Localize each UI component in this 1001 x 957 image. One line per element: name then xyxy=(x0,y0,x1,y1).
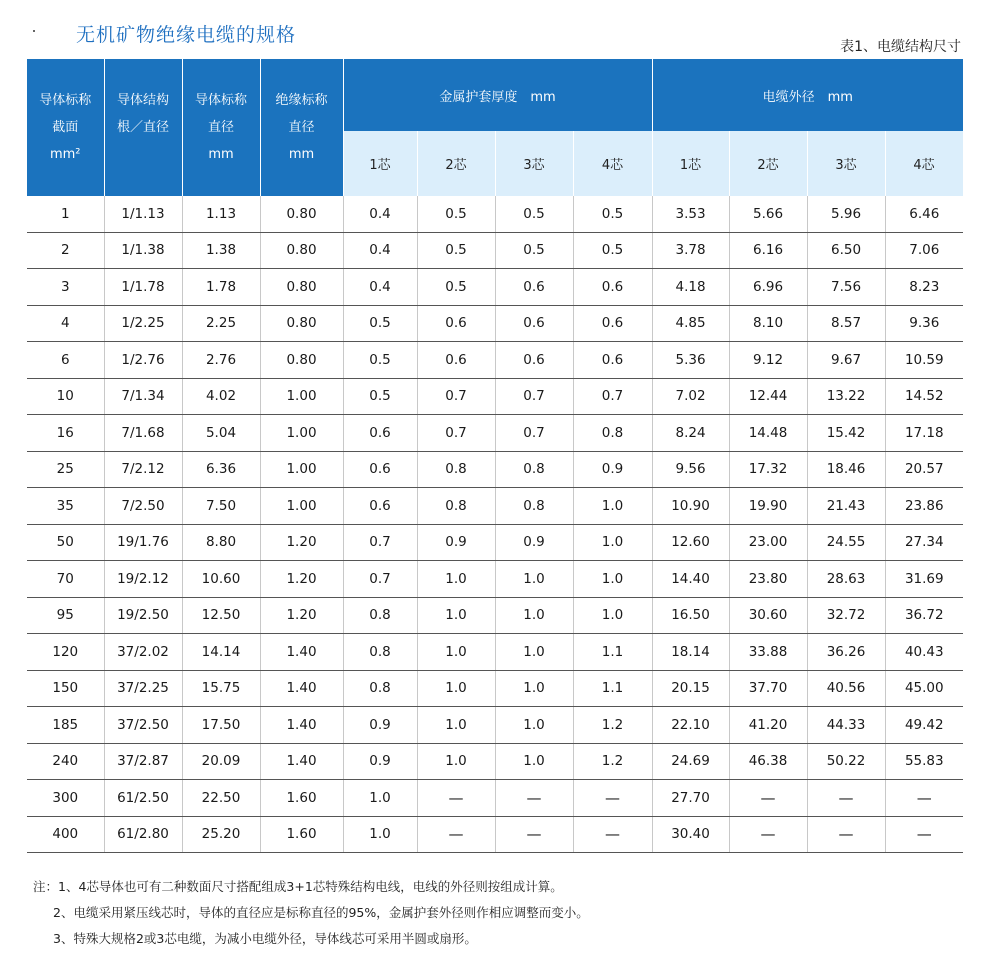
table-cell: 5.04 xyxy=(182,415,260,452)
table-cell: — xyxy=(417,780,495,817)
table-row xyxy=(27,269,963,306)
table-cell: 1.2 xyxy=(573,707,652,744)
table-cell: 61/2.50 xyxy=(104,780,182,817)
table-cell: 0.6 xyxy=(495,269,573,306)
table-cell: 0.7 xyxy=(573,378,652,415)
table-row xyxy=(27,488,963,525)
table-cell: 9.36 xyxy=(885,305,963,342)
table-cell: 1 xyxy=(27,196,104,232)
table-cell: 1.20 xyxy=(260,561,343,598)
table-cell: 1.60 xyxy=(260,780,343,817)
table-cell: 1.38 xyxy=(182,232,260,269)
table-cell: 5.66 xyxy=(729,196,807,232)
table-cell: 1.0 xyxy=(573,524,652,561)
table-cell: 240 xyxy=(27,743,104,780)
table-cell: 30.60 xyxy=(729,597,807,634)
table-cell: 7.06 xyxy=(885,232,963,269)
table-cell: 22.10 xyxy=(652,707,729,744)
table-cell: 1.2 xyxy=(573,743,652,780)
table-cell: 12.60 xyxy=(652,524,729,561)
header-text: mm² xyxy=(49,147,81,162)
table-cell: 1.0 xyxy=(417,561,495,598)
table-cell: 0.8 xyxy=(417,488,495,525)
table-cell: 0.8 xyxy=(343,597,417,634)
table-cell: 14.48 xyxy=(729,415,807,452)
table-cell: 7/2.50 xyxy=(104,488,182,525)
table-cell: 0.7 xyxy=(495,415,573,452)
table-cell: — xyxy=(573,780,652,817)
table-cell: 0.80 xyxy=(260,342,343,379)
table-cell: 55.83 xyxy=(885,743,963,780)
table-cell: 0.6 xyxy=(573,342,652,379)
table-cell: 0.6 xyxy=(573,305,652,342)
table-cell: — xyxy=(807,780,885,817)
table-cell: 1.00 xyxy=(260,378,343,415)
table-cell: 14.52 xyxy=(885,378,963,415)
table-cell: 27.70 xyxy=(652,780,729,817)
table-cell: 1.20 xyxy=(260,597,343,634)
table-cell: 1.1 xyxy=(573,634,652,671)
table-cell: 10.60 xyxy=(182,561,260,598)
header-text: 根／直径 xyxy=(116,120,169,135)
table-cell: 7.50 xyxy=(182,488,260,525)
table-cell: 1/2.25 xyxy=(104,305,182,342)
table-cell: — xyxy=(807,816,885,853)
table-cell: 4.18 xyxy=(652,269,729,306)
table-cell: 20.15 xyxy=(652,670,729,707)
table-cell: 4 xyxy=(27,305,104,342)
table-cell: 35 xyxy=(27,488,104,525)
table-cell: 23.86 xyxy=(885,488,963,525)
table-cell: 21.43 xyxy=(807,488,885,525)
header-text: 导体标称 xyxy=(194,93,247,108)
table-cell: 0.4 xyxy=(343,196,417,232)
table-cell: 1/1.78 xyxy=(104,269,182,306)
table-cell: 1.0 xyxy=(495,670,573,707)
table-cell: 2.25 xyxy=(182,305,260,342)
table-row xyxy=(27,561,963,598)
table-row xyxy=(27,597,963,634)
table-cell: 0.5 xyxy=(417,269,495,306)
table-cell: 1.0 xyxy=(573,488,652,525)
table-cell: 0.80 xyxy=(260,232,343,269)
table-cell: 61/2.80 xyxy=(104,816,182,853)
table-cell: 1.0 xyxy=(495,743,573,780)
table-cell: 70 xyxy=(27,561,104,598)
table-cell: 1.0 xyxy=(495,634,573,671)
table-cell: 0.80 xyxy=(260,269,343,306)
table-cell: 41.20 xyxy=(729,707,807,744)
header-text: 导体结构 xyxy=(116,93,169,108)
note-line: 3、特殊大规格2或3芯电缆，为减小电缆外径，导体线芯可采用半圆或扇形。 xyxy=(53,931,477,946)
header-insulation-diameter xyxy=(260,59,343,196)
table-cell: 14.14 xyxy=(182,634,260,671)
table-cell: 1.0 xyxy=(343,816,417,853)
table-cell: 1.78 xyxy=(182,269,260,306)
table-cell: 1/1.13 xyxy=(104,196,182,232)
table-cell: 7.02 xyxy=(652,378,729,415)
table-cell: 0.7 xyxy=(343,561,417,598)
table-cell: 0.9 xyxy=(573,451,652,488)
table-cell: 12.44 xyxy=(729,378,807,415)
table-cell: 16 xyxy=(27,415,104,452)
table-cell: 9.67 xyxy=(807,342,885,379)
header-outer-1core: 1芯 xyxy=(652,131,729,196)
table-row xyxy=(27,743,963,780)
table-cell: 1.0 xyxy=(417,670,495,707)
table-cell: 19/1.76 xyxy=(104,524,182,561)
table-cell: 4.02 xyxy=(182,378,260,415)
table-row xyxy=(27,305,963,342)
table-cell: 2.76 xyxy=(182,342,260,379)
table-cell: 8.24 xyxy=(652,415,729,452)
header-text: 直径 xyxy=(207,120,234,135)
header-sheath-3core: 3芯 xyxy=(495,131,573,196)
table-caption: 表1、电缆结构尺寸 xyxy=(840,39,961,55)
table-cell: 6.36 xyxy=(182,451,260,488)
table-cell: 18.46 xyxy=(807,451,885,488)
table-cell: 37/2.25 xyxy=(104,670,182,707)
header-text: 绝缘标称 xyxy=(275,93,328,108)
table-cell: 1.0 xyxy=(495,561,573,598)
table-cell: 37/2.87 xyxy=(104,743,182,780)
header-outer-3core: 3芯 xyxy=(807,131,885,196)
table-cell: 0.6 xyxy=(495,342,573,379)
table-cell: 1.0 xyxy=(417,707,495,744)
table-cell: 49.42 xyxy=(885,707,963,744)
table-cell: 22.50 xyxy=(182,780,260,817)
table-cell: 13.22 xyxy=(807,378,885,415)
table-cell: — xyxy=(573,816,652,853)
table-cell: 36.26 xyxy=(807,634,885,671)
table-cell: 24.69 xyxy=(652,743,729,780)
table-cell: 19/2.50 xyxy=(104,597,182,634)
table-row xyxy=(27,378,963,415)
table-cell: 19/2.12 xyxy=(104,561,182,598)
table-cell: 18.14 xyxy=(652,634,729,671)
table-cell: 150 xyxy=(27,670,104,707)
header-outer-2core: 2芯 xyxy=(729,131,807,196)
table-row xyxy=(27,415,963,452)
table-cell: 5.36 xyxy=(652,342,729,379)
table-cell: 1.0 xyxy=(495,597,573,634)
table-cell: 400 xyxy=(27,816,104,853)
table-cell: 0.8 xyxy=(343,670,417,707)
bullet-dot xyxy=(33,30,35,32)
spec-table xyxy=(27,59,964,853)
table-cell: — xyxy=(729,816,807,853)
table-row xyxy=(27,451,963,488)
table-cell: 6.96 xyxy=(729,269,807,306)
table-cell: 15.42 xyxy=(807,415,885,452)
table-cell: 1.0 xyxy=(417,743,495,780)
table-cell: 50.22 xyxy=(807,743,885,780)
table-cell: 9.56 xyxy=(652,451,729,488)
table-cell: 0.6 xyxy=(343,415,417,452)
table-cell: 1.0 xyxy=(573,561,652,598)
header-sheath-4core: 4芯 xyxy=(573,131,652,196)
table-cell: 1.13 xyxy=(182,196,260,232)
table-cell: 1.00 xyxy=(260,451,343,488)
table-cell: 27.34 xyxy=(885,524,963,561)
table-cell: 0.5 xyxy=(343,305,417,342)
table-cell: 25.20 xyxy=(182,816,260,853)
table-cell: 0.5 xyxy=(343,342,417,379)
table-cell: 6 xyxy=(27,342,104,379)
table-cell: 28.63 xyxy=(807,561,885,598)
table-cell: 0.8 xyxy=(495,451,573,488)
table-cell: — xyxy=(495,816,573,853)
note-line: 注：1、4芯导体也可有二种数面尺寸搭配组成3+1芯特殊结构电线，电线的外径则按组成计算。 xyxy=(33,879,563,894)
table-cell: 7/1.34 xyxy=(104,378,182,415)
table-cell: 15.75 xyxy=(182,670,260,707)
table-cell: 50 xyxy=(27,524,104,561)
table-cell: 0.6 xyxy=(343,488,417,525)
header-text: 导体标称 xyxy=(39,93,92,108)
header-outer-4core: 4芯 xyxy=(885,131,963,196)
header-text: 截面 xyxy=(52,120,79,135)
table-cell: 17.18 xyxy=(885,415,963,452)
table-cell: 1.40 xyxy=(260,670,343,707)
table-cell: 1.00 xyxy=(260,488,343,525)
table-cell: 5.96 xyxy=(807,196,885,232)
table-row xyxy=(27,196,963,232)
page-title: 无机矿物绝缘电缆的规格 xyxy=(76,24,297,46)
table-cell: 1.40 xyxy=(260,743,343,780)
table-cell: 0.8 xyxy=(417,451,495,488)
table-cell: 0.5 xyxy=(343,378,417,415)
table-cell: 6.16 xyxy=(729,232,807,269)
table-cell: 1.40 xyxy=(260,707,343,744)
table-cell: 1.0 xyxy=(417,634,495,671)
table-cell: 17.32 xyxy=(729,451,807,488)
table-cell: 0.6 xyxy=(417,342,495,379)
table-cell: 8.57 xyxy=(807,305,885,342)
table-cell: — xyxy=(495,780,573,817)
table-cell: — xyxy=(885,780,963,817)
table-cell: 10.90 xyxy=(652,488,729,525)
header-cross-section xyxy=(27,59,104,196)
table-cell: 0.5 xyxy=(495,196,573,232)
table-cell: 45.00 xyxy=(885,670,963,707)
table-cell: 7.56 xyxy=(807,269,885,306)
table-cell: — xyxy=(417,816,495,853)
table-cell: 0.5 xyxy=(417,196,495,232)
table-cell: 7/1.68 xyxy=(104,415,182,452)
table-cell: 8.23 xyxy=(885,269,963,306)
header-text: 直径 xyxy=(288,120,315,135)
header-sheath-thickness: 金属护套厚度 mm xyxy=(343,59,652,131)
table-cell: 120 xyxy=(27,634,104,671)
table-cell: 1/2.76 xyxy=(104,342,182,379)
header-outer-diameter: 电缆外径 mm xyxy=(652,59,963,131)
table-cell: 10.59 xyxy=(885,342,963,379)
table-row xyxy=(27,342,963,379)
table-header xyxy=(27,59,963,196)
table-row xyxy=(27,816,963,853)
table-cell: 1.40 xyxy=(260,634,343,671)
table-cell: 0.5 xyxy=(573,196,652,232)
table-row xyxy=(27,634,963,671)
table-cell: 1.00 xyxy=(260,415,343,452)
table-cell: 1/1.38 xyxy=(104,232,182,269)
table-cell: 1.60 xyxy=(260,816,343,853)
table-cell: 300 xyxy=(27,780,104,817)
table-cell: 95 xyxy=(27,597,104,634)
table-cell: 37.70 xyxy=(729,670,807,707)
table-cell: — xyxy=(885,816,963,853)
table-cell: 24.55 xyxy=(807,524,885,561)
table-cell: 37/2.02 xyxy=(104,634,182,671)
header-conductor-diameter xyxy=(182,59,260,196)
table-cell: 14.40 xyxy=(652,561,729,598)
table-cell: 6.46 xyxy=(885,196,963,232)
table-cell: 3.78 xyxy=(652,232,729,269)
table-cell: 0.8 xyxy=(495,488,573,525)
table-cell: 3.53 xyxy=(652,196,729,232)
table-cell: 1.0 xyxy=(573,597,652,634)
notes xyxy=(33,874,589,952)
table-cell: 44.33 xyxy=(807,707,885,744)
table-cell: 0.4 xyxy=(343,269,417,306)
table-cell: 0.6 xyxy=(417,305,495,342)
table-cell: 0.80 xyxy=(260,305,343,342)
table-cell: 185 xyxy=(27,707,104,744)
table-cell: 4.85 xyxy=(652,305,729,342)
table-cell: 1.1 xyxy=(573,670,652,707)
table-cell: 46.38 xyxy=(729,743,807,780)
table-cell: 0.7 xyxy=(495,378,573,415)
table-cell: 40.56 xyxy=(807,670,885,707)
table-cell: 0.8 xyxy=(573,415,652,452)
table-row xyxy=(27,707,963,744)
table-row xyxy=(27,232,963,269)
header-text: mm xyxy=(288,147,315,162)
table-cell: 0.9 xyxy=(495,524,573,561)
table-cell: 37/2.50 xyxy=(104,707,182,744)
table-cell: 23.00 xyxy=(729,524,807,561)
note-line: 2、电缆采用紧压线芯时，导体的直径应是标称直径的95%，金属护套外径则作相应调整而变小。 xyxy=(53,905,589,920)
table-cell: 6.50 xyxy=(807,232,885,269)
table-cell: 0.7 xyxy=(343,524,417,561)
table-cell: 17.50 xyxy=(182,707,260,744)
table-cell: 31.69 xyxy=(885,561,963,598)
table-row xyxy=(27,670,963,707)
table-cell: 0.5 xyxy=(417,232,495,269)
table-cell: — xyxy=(729,780,807,817)
table-cell: 33.88 xyxy=(729,634,807,671)
table-cell: 7/2.12 xyxy=(104,451,182,488)
table-cell: 0.5 xyxy=(573,232,652,269)
table-cell: 20.09 xyxy=(182,743,260,780)
table-cell: 2 xyxy=(27,232,104,269)
table-cell: 0.4 xyxy=(343,232,417,269)
table-cell: 12.50 xyxy=(182,597,260,634)
table-cell: 1.20 xyxy=(260,524,343,561)
table-cell: 30.40 xyxy=(652,816,729,853)
table-cell: 40.43 xyxy=(885,634,963,671)
table-cell: 0.9 xyxy=(343,743,417,780)
header-conductor-structure xyxy=(104,59,182,196)
table-cell: 32.72 xyxy=(807,597,885,634)
table-cell: 1.0 xyxy=(343,780,417,817)
table-cell: 8.80 xyxy=(182,524,260,561)
header-sheath-1core: 1芯 xyxy=(343,131,417,196)
table-cell: 0.7 xyxy=(417,378,495,415)
table-cell: 20.57 xyxy=(885,451,963,488)
table-cell: 0.5 xyxy=(495,232,573,269)
table-cell: 1.0 xyxy=(495,707,573,744)
header-text: mm xyxy=(208,147,234,162)
header-sheath-2core: 2芯 xyxy=(417,131,495,196)
table-cell: 0.7 xyxy=(417,415,495,452)
table-row xyxy=(27,780,963,817)
table-cell: 0.6 xyxy=(343,451,417,488)
table-cell: 1.0 xyxy=(417,597,495,634)
table-cell: 0.9 xyxy=(417,524,495,561)
table-cell: 0.9 xyxy=(343,707,417,744)
table-cell: 19.90 xyxy=(729,488,807,525)
table-cell: 25 xyxy=(27,451,104,488)
table-body xyxy=(27,196,963,853)
table-cell: 8.10 xyxy=(729,305,807,342)
table-cell: 0.8 xyxy=(343,634,417,671)
table-cell: 3 xyxy=(27,269,104,306)
table-row xyxy=(27,524,963,561)
table-cell: 0.6 xyxy=(573,269,652,306)
table-cell: 0.80 xyxy=(260,196,343,232)
table-cell: 23.80 xyxy=(729,561,807,598)
table-cell: 16.50 xyxy=(652,597,729,634)
table-cell: 9.12 xyxy=(729,342,807,379)
table-cell: 0.6 xyxy=(495,305,573,342)
table-cell: 36.72 xyxy=(885,597,963,634)
table-cell: 10 xyxy=(27,378,104,415)
